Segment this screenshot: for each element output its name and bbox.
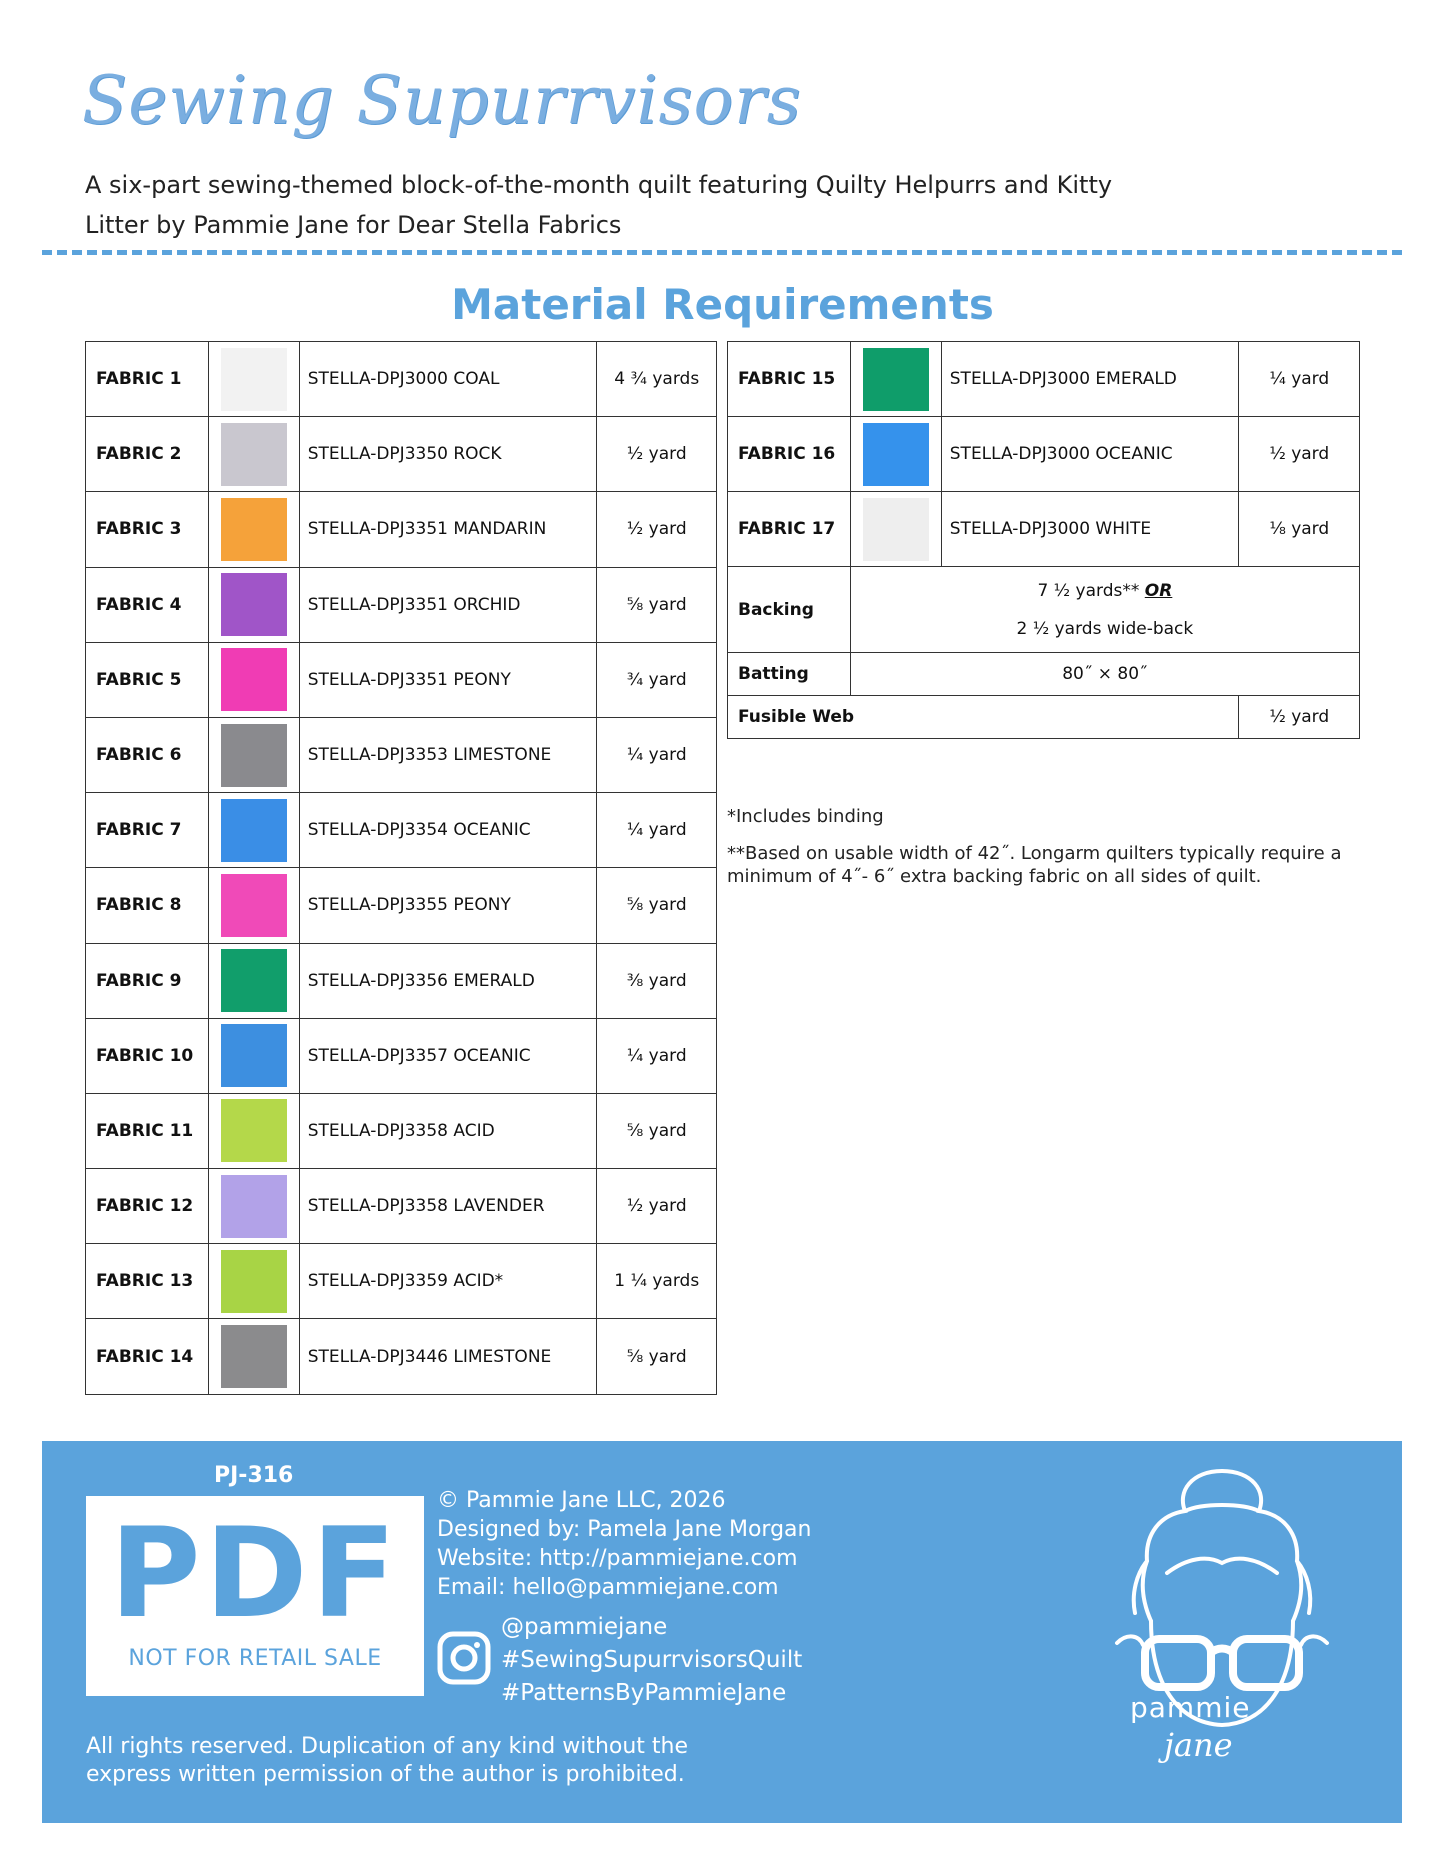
row-amount: ⅝ yard (597, 1319, 717, 1394)
row-amount: ¼ yard (597, 1018, 717, 1093)
row-amount: ⅛ yard (1239, 492, 1360, 567)
hashtag-patterns: #PatternsByPammieJane (501, 1680, 787, 1706)
table-row (728, 342, 1360, 417)
row-amount: 1 ¼ yards (597, 1244, 717, 1319)
instagram-handle[interactable]: @pammiejane (501, 1614, 668, 1640)
table-row (86, 1093, 717, 1168)
email[interactable]: Email: hello@pammiejane.com (437, 1575, 779, 1600)
fabric-swatch (221, 874, 287, 937)
fabric-swatch (221, 348, 287, 411)
materials-table-right (727, 341, 1360, 739)
table-row (86, 868, 717, 943)
row-label: Batting (728, 653, 851, 696)
swatch-cell (850, 492, 941, 567)
row-label: FABRIC 15 (728, 342, 851, 417)
fabric-swatch (221, 1250, 287, 1313)
row-label: FABRIC 3 (86, 492, 209, 567)
materials-table-left (85, 341, 717, 1395)
row-code: STELLA-DPJ3359 ACID* (299, 1244, 597, 1319)
swatch-cell (208, 492, 299, 567)
page-subtitle (85, 165, 1185, 245)
pattern-code: PJ-316 (214, 1463, 294, 1488)
table-row (86, 492, 717, 567)
row-code: STELLA-DPJ3353 LIMESTONE (299, 717, 597, 792)
swatch-cell (208, 342, 299, 417)
fabric-swatch (221, 724, 287, 787)
table-row (86, 342, 717, 417)
row-amount: ½ yard (1239, 417, 1360, 492)
row-amount: ½ yard (597, 492, 717, 567)
row-label: FABRIC 16 (728, 417, 851, 492)
swatch-cell (850, 342, 941, 417)
row-code: STELLA-DPJ3358 LAVENDER (299, 1169, 597, 1244)
table-row-fusible (728, 696, 1360, 739)
swatch-cell (208, 868, 299, 943)
backing-value (850, 567, 1359, 653)
contact-info (437, 1486, 811, 1602)
row-amount: ¼ yard (1239, 342, 1360, 417)
swatch-cell (208, 1169, 299, 1244)
swatch-cell (208, 717, 299, 792)
fabric-swatch (221, 1024, 287, 1087)
website[interactable]: Website: http://pammiejane.com (437, 1546, 798, 1571)
backing-wide: 2 ½ yards wide-back (1016, 618, 1194, 639)
dashed-divider (42, 250, 1402, 255)
logo-word-pammie: pammie (1130, 1691, 1251, 1724)
row-code: STELLA-DPJ3446 LIMESTONE (299, 1319, 597, 1394)
fabric-swatch (221, 1175, 287, 1238)
row-label: Backing (728, 567, 851, 653)
row-code: STELLA-DPJ3354 OCEANIC (299, 793, 597, 868)
hashtag-quilt: #SewingSupurrvisorsQuilt (501, 1647, 803, 1673)
swatch-cell (850, 417, 941, 492)
row-code: STELLA-DPJ3350 ROCK (299, 417, 597, 492)
row-code: STELLA-DPJ3000 EMERALD (941, 342, 1239, 417)
note-backing: **Based on usable width of 42˝. Longarm quilters typically require a minimum of 4˝- 6˝ extra backing fabric on all sides of quilt. (727, 843, 1342, 887)
row-label: FABRIC 2 (86, 417, 209, 492)
row-label: FABRIC 13 (86, 1244, 209, 1319)
table-row (86, 1319, 717, 1394)
fabric-swatch (221, 498, 287, 561)
page-title: Sewing Supurrvisors (82, 62, 802, 139)
batting-value: 80˝ × 80˝ (850, 653, 1359, 696)
table-row (86, 567, 717, 642)
not-for-retail-label: NOT FOR RETAIL SALE (128, 1646, 382, 1671)
row-code: STELLA-DPJ3351 MANDARIN (299, 492, 597, 567)
row-code: STELLA-DPJ3357 OCEANIC (299, 1018, 597, 1093)
pdf-label: PDF (109, 1502, 401, 1646)
table-row (86, 793, 717, 868)
fabric-swatch (221, 423, 287, 486)
fabric-swatch (221, 648, 287, 711)
subtitle-line-1: A six-part sewing-themed block-of-the-month quilt featuring Quilty Helpurrs and Kitty (85, 171, 1113, 199)
swatch-cell (208, 793, 299, 868)
row-amount: ⅝ yard (597, 567, 717, 642)
row-amount: ¼ yard (597, 717, 717, 792)
swatch-cell (208, 1018, 299, 1093)
table-row (86, 1244, 717, 1319)
row-amount: 4 ¾ yards (597, 342, 717, 417)
row-amount: ½ yard (597, 417, 717, 492)
row-label: FABRIC 5 (86, 642, 209, 717)
section-title: Material Requirements (451, 280, 994, 329)
swatch-cell (208, 943, 299, 1018)
swatch-cell (208, 1093, 299, 1168)
row-label: FABRIC 17 (728, 492, 851, 567)
row-label: FABRIC 8 (86, 868, 209, 943)
row-code: STELLA-DPJ3356 EMERALD (299, 943, 597, 1018)
row-amount: ½ yard (597, 1169, 717, 1244)
subtitle-line-2: Litter by Pammie Jane for Dear Stella Fabrics (85, 211, 622, 239)
row-label: FABRIC 9 (86, 943, 209, 1018)
row-code: STELLA-DPJ3000 WHITE (941, 492, 1239, 567)
row-amount: ⅝ yard (597, 1093, 717, 1168)
row-amount: ⅝ yard (597, 868, 717, 943)
backing-yards: 7 ½ yards** (1037, 580, 1145, 601)
rights-notice (86, 1733, 786, 1789)
fabric-swatch (221, 1099, 287, 1162)
row-code: STELLA-DPJ3355 PEONY (299, 868, 597, 943)
row-label: FABRIC 7 (86, 793, 209, 868)
notes (727, 805, 1387, 902)
note-binding: *Includes binding (727, 806, 884, 827)
row-code: STELLA-DPJ3358 ACID (299, 1093, 597, 1168)
swatch-cell (208, 417, 299, 492)
table-row-backing (728, 567, 1360, 653)
table-row (86, 943, 717, 1018)
logo-word-jane: jane (1164, 1726, 1233, 1764)
swatch-cell (208, 1319, 299, 1394)
table-row (86, 642, 717, 717)
designer: Designed by: Pamela Jane Morgan (437, 1517, 812, 1542)
footer-panel (42, 1441, 1402, 1823)
row-label: FABRIC 11 (86, 1093, 209, 1168)
row-label: FABRIC 12 (86, 1169, 209, 1244)
table-row-batting (728, 653, 1360, 696)
instagram-icon (437, 1631, 491, 1685)
row-amount: ⅜ yard (597, 943, 717, 1018)
fabric-swatch (221, 573, 287, 636)
copyright: © Pammie Jane LLC, 2026 (437, 1488, 726, 1513)
table-row (86, 717, 717, 792)
swatch-cell (208, 1244, 299, 1319)
swatch-cell (208, 642, 299, 717)
table-row (728, 492, 1360, 567)
table-row (86, 1018, 717, 1093)
row-code: STELLA-DPJ3000 COAL (299, 342, 597, 417)
row-code: STELLA-DPJ3000 OCEANIC (941, 417, 1239, 492)
row-amount: ¾ yard (597, 642, 717, 717)
fabric-swatch (221, 799, 287, 862)
fabric-swatch (221, 949, 287, 1012)
social-lines (501, 1611, 802, 1710)
row-label: FABRIC 6 (86, 717, 209, 792)
table-row (728, 417, 1360, 492)
backing-or: OR (1144, 580, 1173, 601)
rights-line-2: express written permission of the author is prohibited. (86, 1762, 685, 1787)
table-row (86, 417, 717, 492)
row-amount: ½ yard (1239, 696, 1360, 739)
row-code: STELLA-DPJ3351 PEONY (299, 642, 597, 717)
row-label: FABRIC 4 (86, 567, 209, 642)
row-amount: ¼ yard (597, 793, 717, 868)
table-row (86, 1169, 717, 1244)
row-label: FABRIC 14 (86, 1319, 209, 1394)
row-label: FABRIC 10 (86, 1018, 209, 1093)
rights-line-1: All rights reserved. Duplication of any kind without the (86, 1734, 689, 1759)
fabric-swatch (863, 498, 929, 561)
row-label: FABRIC 1 (86, 342, 209, 417)
row-code: STELLA-DPJ3351 ORCHID (299, 567, 597, 642)
pdf-badge (86, 1496, 424, 1696)
fabric-swatch (221, 1325, 287, 1388)
fabric-swatch (863, 348, 929, 411)
fabric-swatch (863, 423, 929, 486)
row-label: Fusible Web (728, 696, 1239, 739)
swatch-cell (208, 567, 299, 642)
